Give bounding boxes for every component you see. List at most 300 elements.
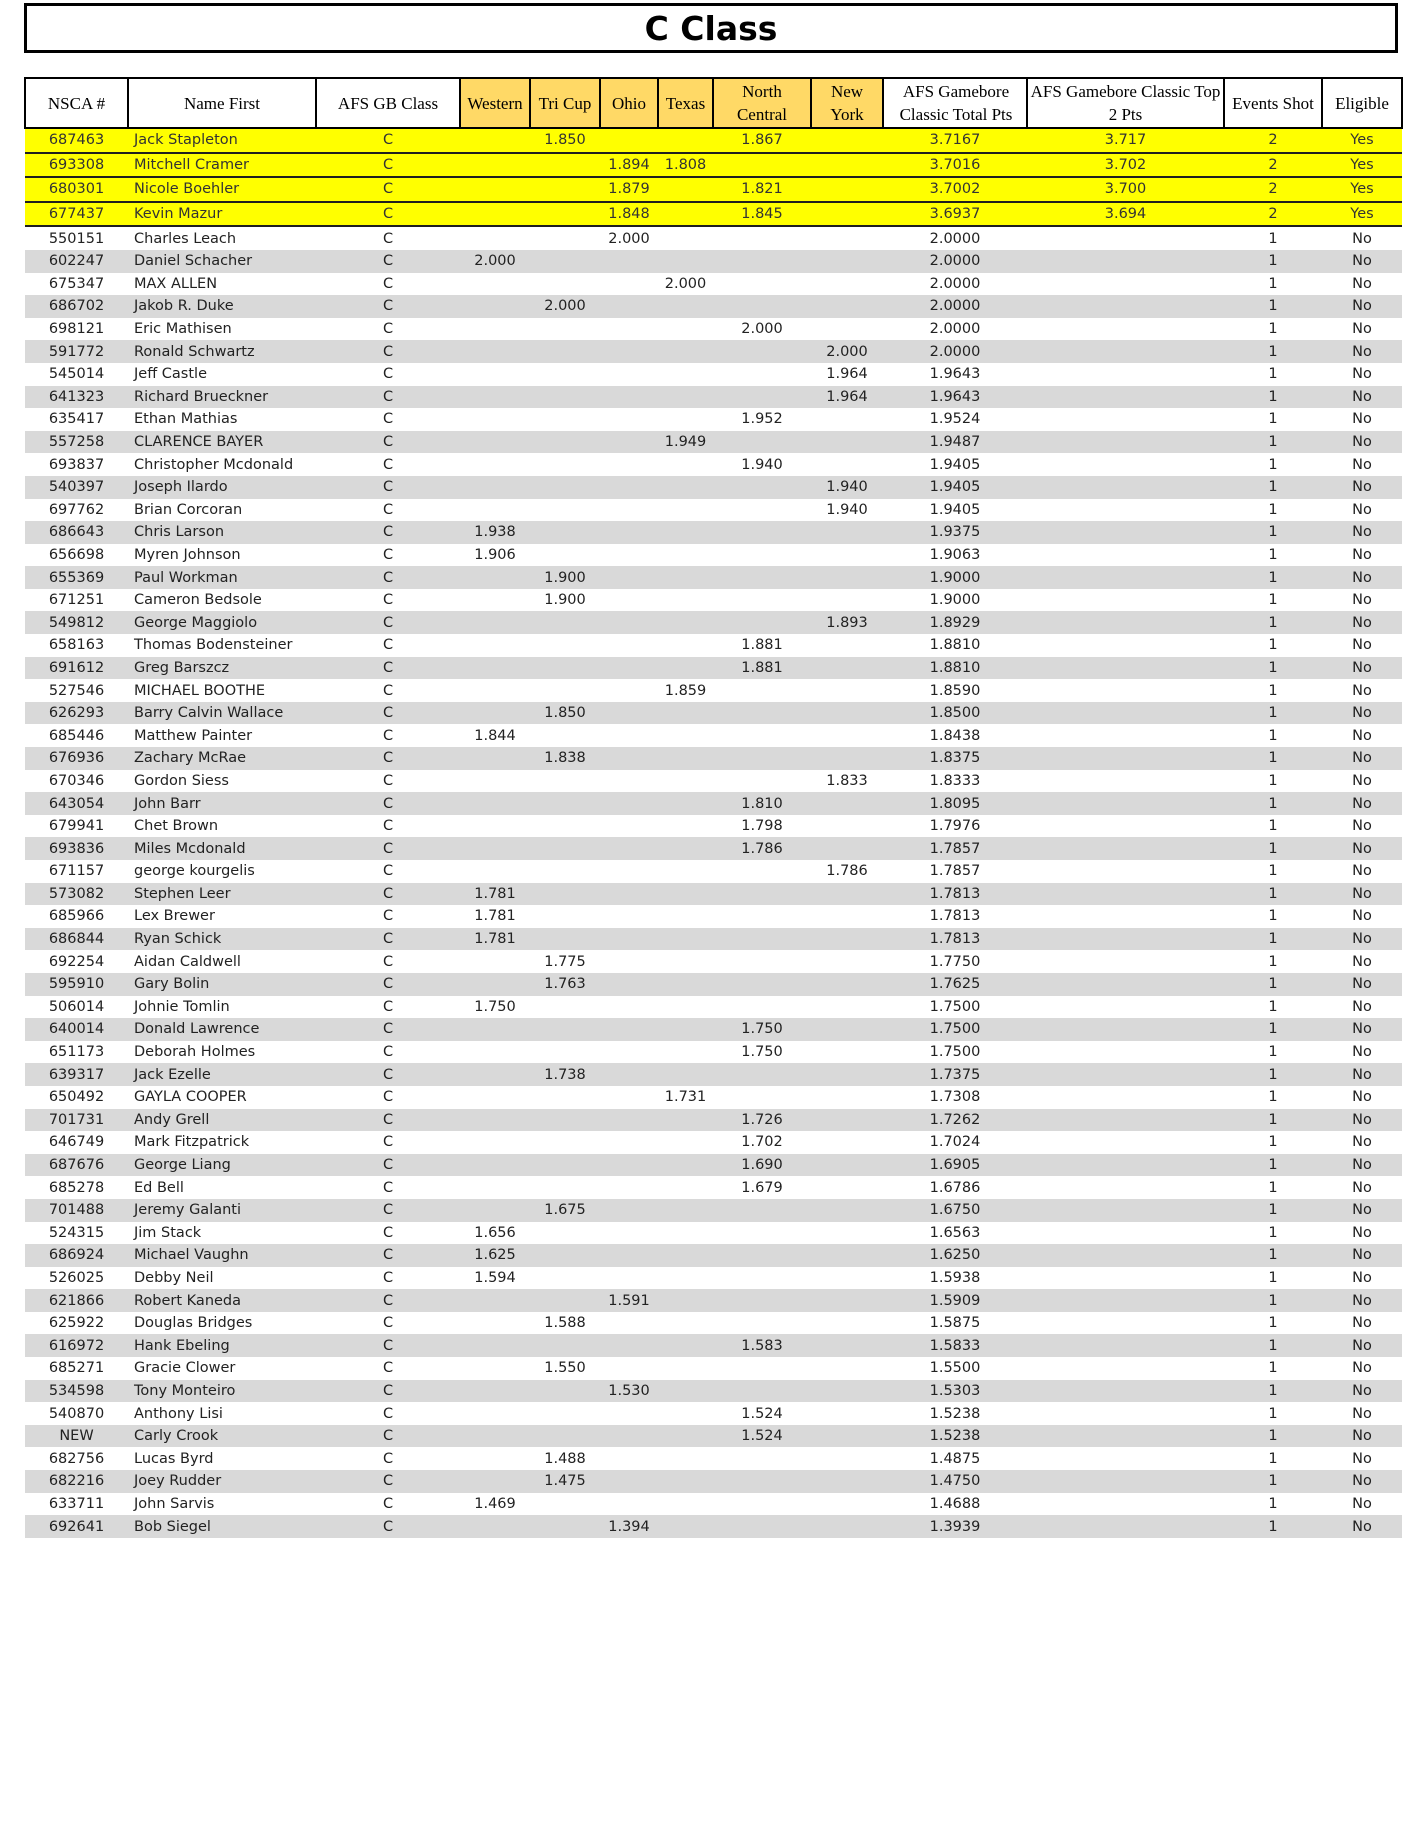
tri-cup-cell: 1.675 (530, 1199, 600, 1222)
ohio-cell (600, 1447, 658, 1470)
western-cell (460, 476, 530, 499)
table-row (25, 860, 1402, 883)
western-cell (460, 1312, 530, 1335)
tri-cup-cell: 1.475 (530, 1470, 600, 1493)
table-row (25, 747, 1402, 770)
north-central-cell: 1.821 (713, 177, 811, 202)
total-pts-cell: 1.9063 (929, 546, 981, 563)
north-central-cell (713, 250, 811, 273)
table-row (25, 1086, 1402, 1109)
western-cell (460, 1425, 530, 1448)
name-cell: george kourgelis (134, 863, 255, 880)
nsca-cell: 540870 (48, 1405, 105, 1422)
name-cell: Cameron Bedsole (134, 592, 262, 609)
new-york-cell (811, 521, 883, 544)
tri-cup-cell (530, 1018, 600, 1041)
class-cell: C (316, 928, 460, 951)
total-pts-cell: 1.9405 (883, 476, 1027, 499)
nsca-cell: 549812 (25, 611, 128, 634)
top2-pts-cell: 3.717 (1027, 128, 1224, 153)
tri-cup-cell (530, 363, 600, 386)
name-cell: Thomas Bodensteiner (134, 637, 293, 654)
top2-pts-cell (1027, 1357, 1224, 1380)
tri-cup-cell (530, 860, 600, 883)
class-cell: C (316, 883, 460, 906)
total-pts-cell: 2.0000 (883, 340, 1027, 363)
eligible-cell: No (1322, 386, 1402, 409)
top2-pts-cell (1027, 318, 1224, 341)
texas-cell (658, 453, 713, 476)
north-central-cell (713, 611, 811, 634)
events-shot-cell: 1 (1268, 1224, 1278, 1241)
north-central-cell (713, 724, 811, 747)
nsca-cell: 641323 (25, 386, 128, 409)
north-central-cell: 1.524 (741, 1405, 783, 1422)
total-pts-cell: 1.8095 (883, 792, 1027, 815)
nsca-cell: 685966 (48, 908, 105, 925)
north-central-cell (713, 1357, 811, 1380)
ohio-cell (600, 815, 658, 838)
ohio-cell (600, 318, 658, 341)
col-header-north-central (713, 78, 811, 128)
eligible-cell: No (1322, 1109, 1402, 1132)
class-cell: C (382, 456, 394, 473)
texas-cell (658, 657, 713, 680)
top2-pts-cell (1027, 1131, 1224, 1154)
western-cell: 1.781 (460, 883, 530, 906)
name-cell: Kevin Mazur (128, 202, 316, 227)
north-central-cell: 1.798 (741, 818, 783, 835)
tri-cup-cell: 1.838 (530, 747, 600, 770)
texas-cell (658, 363, 713, 386)
western-cell (460, 1402, 530, 1425)
table-row (25, 1199, 1402, 1222)
texas-cell (658, 1018, 713, 1041)
western-cell (460, 1470, 530, 1493)
total-pts-cell: 1.5833 (883, 1334, 1027, 1357)
tri-cup-cell: 1.763 (530, 973, 600, 996)
ohio-cell (600, 837, 658, 860)
table-body (25, 128, 1402, 1538)
total-pts-cell: 2.0000 (883, 295, 1027, 318)
top2-pts-cell: 3.694 (1027, 202, 1224, 227)
new-york-cell (811, 1176, 883, 1199)
top2-pts-cell (1027, 679, 1224, 702)
events-shot-cell: 1 (1224, 295, 1322, 318)
class-cell: C (316, 973, 460, 996)
eligible-cell: No (1352, 1495, 1372, 1512)
north-central-cell (713, 226, 811, 250)
north-central-cell (713, 770, 811, 793)
class-cell: C (382, 1315, 394, 1332)
north-central-cell: 1.881 (713, 657, 811, 680)
ohio-cell: 1.530 (600, 1380, 658, 1403)
tri-cup-cell (530, 250, 600, 273)
texas-cell (658, 1199, 713, 1222)
top2-pts-cell (1027, 408, 1224, 431)
texas-cell (658, 1041, 713, 1064)
eligible-cell: No (1322, 883, 1402, 906)
north-central-cell (713, 1086, 811, 1109)
top2-pts-cell (1027, 815, 1224, 838)
texas-cell (658, 1425, 713, 1448)
nsca-cell: 692254 (48, 953, 105, 970)
name-cell: GAYLA COOPER (134, 1089, 247, 1106)
name-cell: Deborah Holmes (134, 1044, 256, 1061)
ohio-cell (600, 1154, 658, 1177)
eligible-cell: No (1352, 546, 1372, 563)
table-row (25, 1154, 1402, 1177)
table-row (25, 1267, 1402, 1290)
tri-cup-cell: 1.488 (544, 1450, 586, 1467)
class-cell: C (382, 1134, 394, 1151)
tri-cup-cell (530, 1380, 600, 1403)
nsca-cell: 635417 (48, 411, 105, 428)
col-header-nsca: NSCA # (25, 78, 128, 128)
tri-cup-cell (530, 1244, 600, 1267)
ohio-cell: 1.848 (600, 202, 658, 227)
new-york-cell (811, 950, 883, 973)
name-cell: Joey Rudder (128, 1470, 316, 1493)
class-cell: C (382, 1405, 394, 1422)
north-central-cell: 1.845 (713, 202, 811, 227)
north-central-cell (713, 973, 811, 996)
north-central-cell (713, 340, 811, 363)
western-cell (460, 1041, 530, 1064)
nsca-cell: 680301 (25, 177, 128, 202)
events-shot-cell: 2 (1224, 202, 1322, 227)
ohio-cell (600, 295, 658, 318)
events-shot-cell: 1 (1224, 792, 1322, 815)
new-york-cell (811, 837, 883, 860)
tri-cup-cell (530, 1425, 600, 1448)
new-york-cell (811, 566, 883, 589)
table-row (25, 905, 1402, 928)
eligible-cell: No (1352, 366, 1372, 383)
class-cell: C (316, 1018, 460, 1041)
table-row (25, 153, 1402, 178)
events-shot-cell: 1 (1268, 1495, 1278, 1512)
class-cell: C (316, 431, 460, 454)
ohio-cell (600, 250, 658, 273)
ohio-cell (600, 386, 658, 409)
top2-pts-cell (1027, 226, 1224, 250)
ohio-cell (600, 1041, 658, 1064)
north-central-cell (713, 521, 811, 544)
total-pts-cell: 1.7308 (929, 1089, 981, 1106)
total-pts-cell: 1.7500 (883, 1018, 1027, 1041)
total-pts-cell: 1.7857 (883, 837, 1027, 860)
western-cell (460, 611, 530, 634)
table-row (25, 657, 1402, 680)
total-pts-cell: 1.7813 (929, 908, 981, 925)
table-row (25, 340, 1402, 363)
events-shot-cell: 2 (1224, 128, 1322, 153)
eligible-cell: No (1352, 1044, 1372, 1061)
nsca-cell: 639317 (25, 1063, 128, 1086)
nsca-cell: 687676 (25, 1154, 128, 1177)
name-cell: Lex Brewer (134, 908, 215, 925)
western-cell (460, 837, 530, 860)
new-york-cell (811, 657, 883, 680)
nsca-cell: 625922 (48, 1315, 105, 1332)
new-york-cell (811, 1063, 883, 1086)
ohio-cell: 2.000 (608, 230, 650, 247)
table-row (25, 1402, 1402, 1425)
texas-cell (658, 295, 713, 318)
name-cell: Jakob R. Duke (128, 295, 316, 318)
eligible-cell: No (1352, 1224, 1372, 1241)
class-cell: C (382, 592, 394, 609)
north-central-cell (713, 1267, 811, 1290)
texas-cell (658, 883, 713, 906)
events-shot-cell: 1 (1268, 727, 1278, 744)
top2-pts-cell (1027, 340, 1224, 363)
name-cell: George Liang (128, 1154, 316, 1177)
nsca-cell: 675347 (48, 275, 105, 292)
tri-cup-cell (530, 883, 600, 906)
new-york-cell (811, 1018, 883, 1041)
events-shot-cell: 1 (1224, 1154, 1322, 1177)
total-pts-cell: 1.5875 (929, 1315, 981, 1332)
class-cell: C (316, 340, 460, 363)
ohio-cell (600, 724, 658, 747)
class-cell: C (316, 1244, 460, 1267)
texas-cell (658, 1176, 713, 1199)
eligible-cell: Yes (1322, 128, 1402, 153)
ohio-cell (600, 1018, 658, 1041)
ohio-cell (600, 657, 658, 680)
new-york-cell (811, 1131, 883, 1154)
name-cell: Jeremy Galanti (128, 1199, 316, 1222)
tri-cup-cell (530, 476, 600, 499)
nsca-cell: 697762 (48, 501, 105, 518)
events-shot-cell: 1 (1268, 1315, 1278, 1332)
eligible-cell: No (1322, 657, 1402, 680)
total-pts-cell: 1.8810 (883, 657, 1027, 680)
name-cell: Andy Grell (128, 1109, 316, 1132)
top2-pts-cell (1027, 544, 1224, 567)
header-row (25, 78, 1402, 128)
tri-cup-cell (530, 1515, 600, 1538)
table-row (25, 1357, 1402, 1380)
nsca-cell: 685271 (48, 1360, 105, 1377)
tri-cup-cell (530, 1086, 600, 1109)
total-pts-cell: 1.5238 (883, 1425, 1027, 1448)
table-row (25, 837, 1402, 860)
ohio-cell (600, 1086, 658, 1109)
events-shot-cell: 1 (1268, 818, 1278, 835)
ohio-cell (600, 544, 658, 567)
texas-cell (658, 1357, 713, 1380)
new-york-cell (811, 1470, 883, 1493)
ohio-cell (600, 363, 658, 386)
name-cell: Joseph Ilardo (128, 476, 316, 499)
north-central-cell (713, 679, 811, 702)
top2-pts-cell (1027, 1267, 1224, 1290)
nsca-cell: 534598 (25, 1380, 128, 1403)
top2-pts-cell (1027, 1018, 1224, 1041)
north-central-cell (713, 589, 811, 612)
western-cell (460, 860, 530, 883)
western-cell: 1.781 (460, 928, 530, 951)
events-shot-cell: 1 (1224, 973, 1322, 996)
events-shot-cell: 1 (1268, 1360, 1278, 1377)
eligible-cell: No (1322, 340, 1402, 363)
class-cell: C (316, 295, 460, 318)
total-pts-cell: 1.6905 (883, 1154, 1027, 1177)
eligible-cell: No (1352, 1089, 1372, 1106)
events-shot-cell: 1 (1224, 340, 1322, 363)
tri-cup-cell (530, 386, 600, 409)
eligible-cell: No (1322, 792, 1402, 815)
tri-cup-cell (530, 1154, 600, 1177)
col-header-top2-pts (1027, 78, 1224, 128)
events-shot-cell: 1 (1224, 386, 1322, 409)
name-cell: Christopher Mcdonald (134, 456, 294, 473)
events-shot-cell: 1 (1268, 637, 1278, 654)
western-cell (460, 340, 530, 363)
texas-cell (658, 340, 713, 363)
table-row (25, 1041, 1402, 1064)
top2-pts-cell (1027, 1470, 1224, 1493)
tri-cup-cell (530, 634, 600, 657)
table-row (25, 724, 1402, 747)
total-pts-cell: 1.9487 (883, 431, 1027, 454)
north-central-cell (713, 1222, 811, 1245)
nsca-cell: 686643 (25, 521, 128, 544)
texas-cell (658, 1447, 713, 1470)
nsca-cell: 651173 (48, 1044, 105, 1061)
nsca-cell: 595910 (25, 973, 128, 996)
table-row (25, 202, 1402, 227)
total-pts-cell: 1.9375 (883, 521, 1027, 544)
nsca-cell: 573082 (25, 883, 128, 906)
table-row (25, 950, 1402, 973)
ohio-cell (600, 431, 658, 454)
table-row (25, 1289, 1402, 1312)
texas-cell (658, 747, 713, 770)
eligible-cell: No (1352, 1179, 1372, 1196)
nsca-cell: 658163 (48, 637, 105, 654)
texas-cell (658, 476, 713, 499)
col-header-top2-pts-text: AFS Gamebore Classic Top 2 Pts (1030, 82, 1221, 124)
top2-pts-cell (1027, 295, 1224, 318)
nsca-cell: 701731 (25, 1109, 128, 1132)
western-cell (460, 589, 530, 612)
tri-cup-cell (530, 996, 600, 1019)
tri-cup-cell (530, 1222, 600, 1245)
total-pts-cell: 1.7813 (883, 928, 1027, 951)
north-central-cell (713, 950, 811, 973)
nsca-cell: 686702 (25, 295, 128, 318)
new-york-cell: 1.940 (811, 476, 883, 499)
eligible-cell: No (1352, 1134, 1372, 1151)
western-cell (460, 1515, 530, 1538)
tri-cup-cell (530, 226, 600, 250)
nsca-cell: 650492 (48, 1089, 105, 1106)
new-york-cell (811, 226, 883, 250)
western-cell (460, 566, 530, 589)
texas-cell (658, 792, 713, 815)
ohio-cell (600, 1493, 658, 1516)
total-pts-cell: 1.5238 (929, 1405, 981, 1422)
total-pts-cell: 1.9000 (883, 566, 1027, 589)
name-cell: MICHAEL BOOTHE (134, 682, 266, 699)
name-cell: Ronald Schwartz (128, 340, 316, 363)
nsca-cell: 701488 (25, 1199, 128, 1222)
eligible-cell: No (1352, 230, 1372, 247)
nsca-cell: 693308 (25, 153, 128, 178)
table-row (25, 815, 1402, 838)
eligible-cell: No (1322, 973, 1402, 996)
top2-pts-cell (1027, 363, 1224, 386)
events-shot-cell: 1 (1224, 566, 1322, 589)
western-cell (460, 499, 530, 522)
western-cell (460, 1199, 530, 1222)
eligible-cell: Yes (1322, 202, 1402, 227)
class-cell: C (382, 637, 394, 654)
north-central-cell (713, 702, 811, 725)
ohio-cell (600, 408, 658, 431)
texas-cell: 1.859 (664, 682, 707, 699)
name-cell: Zachary McRae (128, 747, 316, 770)
new-york-cell (811, 724, 883, 747)
events-shot-cell: 1 (1224, 1515, 1322, 1538)
nsca-cell: 682216 (25, 1470, 128, 1493)
tri-cup-cell (530, 1402, 600, 1425)
top2-pts-cell (1027, 453, 1224, 476)
class-cell: C (382, 411, 394, 428)
ohio-cell (600, 521, 658, 544)
tri-cup-cell (530, 928, 600, 951)
class-cell: C (316, 792, 460, 815)
ohio-cell (600, 589, 658, 612)
nsca-cell: 685278 (48, 1179, 105, 1196)
new-york-cell (811, 1425, 883, 1448)
top2-pts-cell (1027, 860, 1224, 883)
top2-pts-cell (1027, 1402, 1224, 1425)
texas-cell (658, 1222, 713, 1245)
western-cell (460, 1357, 530, 1380)
nsca-cell: 693837 (48, 456, 105, 473)
total-pts-cell: 1.8590 (929, 682, 981, 699)
tri-cup-cell (530, 815, 600, 838)
nsca-cell: 686924 (25, 1244, 128, 1267)
name-cell: Johnie Tomlin (134, 998, 230, 1015)
new-york-cell (811, 634, 883, 657)
top2-pts-cell (1027, 973, 1224, 996)
western-cell (460, 431, 530, 454)
eligible-cell: No (1322, 521, 1402, 544)
texas-cell: 1.949 (658, 431, 713, 454)
name-cell: Gordon Siess (134, 772, 229, 789)
class-cell: C (316, 1334, 460, 1357)
eligible-cell: No (1352, 637, 1372, 654)
eligible-cell: No (1322, 476, 1402, 499)
class-cell: C (382, 546, 394, 563)
class-cell: C (382, 1269, 394, 1286)
name-cell: Miles Mcdonald (128, 837, 316, 860)
ohio-cell (600, 950, 658, 973)
top2-pts-cell (1027, 1176, 1224, 1199)
name-cell: Mitchell Cramer (128, 153, 316, 178)
texas-cell (658, 973, 713, 996)
tri-cup-cell (530, 1109, 600, 1132)
texas-cell (658, 386, 713, 409)
top2-pts-cell (1027, 1515, 1224, 1538)
top2-pts-cell (1027, 1086, 1224, 1109)
